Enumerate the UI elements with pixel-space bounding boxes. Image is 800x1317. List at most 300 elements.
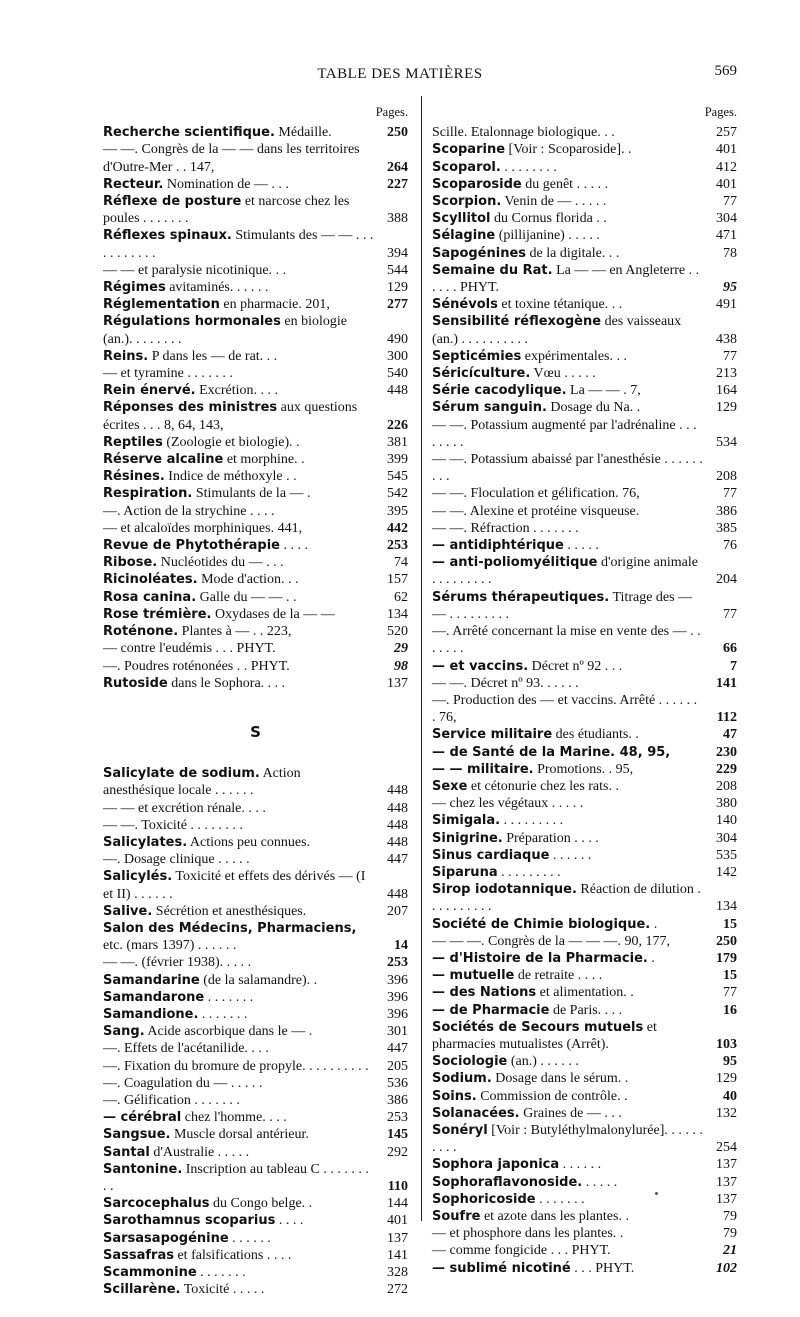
entry-page: 29 xyxy=(394,641,408,657)
entry-text xyxy=(432,778,703,795)
entry-text xyxy=(432,1174,703,1191)
entry-text xyxy=(103,589,374,606)
entry-text xyxy=(432,967,703,984)
index-entry xyxy=(432,141,737,158)
entry-detail: Excrétion. . . . xyxy=(195,383,279,399)
entry-page: 540 xyxy=(387,366,408,382)
entry-page: 179 xyxy=(716,950,737,966)
entry-detail: en pharmacie. 201, xyxy=(219,297,330,313)
entry-heading: Scoparoside xyxy=(432,176,522,192)
entry-text xyxy=(103,834,374,851)
entry-text xyxy=(103,554,374,571)
index-entry xyxy=(103,589,408,606)
index-entry xyxy=(432,313,737,347)
entry-detail: — —. (février 1938). . . . . xyxy=(103,955,252,971)
entry-text xyxy=(103,800,374,817)
entry-heading: Sassafras xyxy=(103,1247,174,1263)
index-entry xyxy=(432,348,737,365)
index-entry xyxy=(432,864,737,881)
entry-page: 401 xyxy=(716,142,737,158)
entry-page: 442 xyxy=(387,520,408,536)
index-entry xyxy=(103,520,408,537)
entry-heading: Simigala. xyxy=(432,813,501,829)
entry-page: 447 xyxy=(387,1041,408,1057)
entry-page: 448 xyxy=(387,783,408,799)
entry-page: 15 xyxy=(723,968,737,984)
entry-detail: Inscription au tableau C . . . . . . . . . xyxy=(103,1161,369,1194)
entry-heading: Recherche scientifique. xyxy=(103,125,275,141)
entry-page: 142 xyxy=(716,864,737,880)
entry-text xyxy=(103,1195,374,1212)
entry-page: 412 xyxy=(716,159,737,175)
entry-page: 264 xyxy=(387,159,408,175)
entry-text xyxy=(432,227,703,244)
index-entry xyxy=(432,1191,737,1208)
entry-detail: —. Effets de l'acétanilide. . . . xyxy=(103,1041,269,1057)
entry-page: 77 xyxy=(723,985,737,1001)
entry-detail: Indice de méthoxyle . . xyxy=(164,469,297,485)
entry-page: 401 xyxy=(387,1213,408,1229)
index-entry xyxy=(103,554,408,571)
entry-detail: d'Australie . . . . . xyxy=(149,1144,250,1160)
entry-heading: — anti-poliomyélitique xyxy=(432,555,598,571)
entry-detail: etc. (mars 1397) . . . . . . xyxy=(103,938,237,954)
entry-page: 79 xyxy=(723,1209,737,1224)
entry-page: 534 xyxy=(716,434,737,450)
entry-page: 213 xyxy=(716,366,737,382)
index-entry xyxy=(432,795,737,812)
entry-detail: — et alcaloïdes morphiniques. 441, xyxy=(103,520,303,536)
entry-detail: —. Coagulation du — . . . . . xyxy=(103,1075,263,1091)
entry-detail: et falsifications . . . . xyxy=(173,1247,292,1263)
index-entry xyxy=(103,765,408,799)
entry-page: 77 xyxy=(723,348,737,364)
index-entry xyxy=(103,124,408,141)
entry-page: 112 xyxy=(716,710,737,726)
entry-text xyxy=(103,1058,374,1075)
entry-page: 254 xyxy=(716,1140,737,1156)
entry-text xyxy=(432,451,703,485)
entry-page: 141 xyxy=(387,1247,408,1263)
entry-text xyxy=(103,1264,374,1281)
index-entry xyxy=(103,1040,408,1057)
entry-text xyxy=(103,520,374,537)
entry-page: 134 xyxy=(387,606,408,622)
entry-detail: aux questions écrites . . . 8, 64, 143, xyxy=(103,400,358,433)
entry-page: 304 xyxy=(716,830,737,846)
entry-page: 396 xyxy=(387,972,408,988)
entry-detail: — — et paralysie nicotinique. . . xyxy=(103,262,287,278)
index-entry xyxy=(432,933,737,950)
entry-text xyxy=(432,554,703,588)
entry-text xyxy=(103,817,374,834)
entry-heading: Sangsue. xyxy=(103,1127,171,1143)
index-entry xyxy=(432,1088,737,1105)
entry-page: 204 xyxy=(716,572,737,588)
entry-detail: [Voir : Scoparoside]. . xyxy=(505,142,632,158)
index-entry xyxy=(432,984,737,1001)
entry-detail: de la digitale. . . xyxy=(526,245,620,261)
entry-page: 137 xyxy=(716,1157,737,1173)
entry-text xyxy=(432,313,703,347)
entry-detail: Titrage des — — . . . . . . . . . xyxy=(432,589,693,622)
entry-heading: Ribose. xyxy=(103,555,158,571)
entry-page: 448 xyxy=(387,800,408,816)
entry-detail: Muscle dorsal antérieur. xyxy=(170,1127,309,1143)
index-entry xyxy=(103,1212,408,1229)
entry-page: 438 xyxy=(716,331,737,347)
entry-page: 137 xyxy=(716,1191,737,1207)
entry-text xyxy=(432,520,703,537)
entry-text xyxy=(432,916,703,933)
entry-heading: Respiration. xyxy=(103,486,193,502)
entry-page: 132 xyxy=(716,1105,737,1121)
entry-text xyxy=(432,589,703,623)
entry-page: 381 xyxy=(387,434,408,450)
index-entry xyxy=(432,1242,737,1259)
entry-text xyxy=(432,1019,703,1053)
index-entry xyxy=(432,1122,737,1156)
entry-text xyxy=(432,348,703,365)
entry-page: 102 xyxy=(716,1260,737,1276)
entry-page: 230 xyxy=(716,744,737,760)
index-entry xyxy=(103,571,408,588)
index-entry xyxy=(432,417,737,451)
entry-detail: — —. Floculation et gélification. 76, xyxy=(432,486,640,502)
index-entry xyxy=(432,262,737,296)
entry-page: 7 xyxy=(730,658,737,674)
entry-heading: Soins. xyxy=(432,1088,477,1104)
index-entry xyxy=(103,296,408,313)
entry-page: 300 xyxy=(387,348,408,364)
index-entry xyxy=(103,434,408,451)
entry-heading: Samandarine xyxy=(103,972,200,988)
entry-heading: Sociétés de Secours mutuels xyxy=(432,1019,644,1035)
index-entry xyxy=(103,503,408,520)
entry-heading: Sérum sanguin. xyxy=(432,400,547,416)
entry-page: 76 xyxy=(723,538,737,554)
entry-detail: — — et excrétion rénale. . . . xyxy=(103,800,266,816)
entry-detail: . xyxy=(650,916,658,932)
index-entry xyxy=(103,800,408,817)
entry-page: 401 xyxy=(716,176,737,192)
entry-detail: P dans les — de rat. . . xyxy=(148,348,278,364)
index-entry xyxy=(103,851,408,868)
index-entry xyxy=(103,675,408,692)
entry-text xyxy=(103,675,374,692)
entry-text xyxy=(103,503,374,520)
entry-text xyxy=(432,365,703,382)
entry-page: 385 xyxy=(716,520,737,536)
entry-page: 62 xyxy=(394,589,408,605)
entry-heading: Septicémies xyxy=(432,348,522,364)
entry-heading: Reptiles xyxy=(103,434,163,450)
index-entry xyxy=(432,176,737,193)
entry-detail: [Voir : Butyléthylmalonylurée]. . . . . . . . . . xyxy=(432,1122,703,1156)
page-number: 569 xyxy=(714,63,737,79)
entry-page: 447 xyxy=(387,852,408,868)
entry-heading: Recteur. xyxy=(103,176,164,192)
entry-page: 15 xyxy=(723,916,737,932)
entry-page: 129 xyxy=(716,400,737,416)
entry-text xyxy=(432,296,703,313)
entry-text xyxy=(103,1092,374,1109)
entry-heading: Reins. xyxy=(103,348,149,364)
index-entry xyxy=(432,744,737,761)
entry-page: 77 xyxy=(723,486,737,502)
index-entry xyxy=(103,868,408,902)
entry-page: 388 xyxy=(387,211,408,227)
entry-detail: Plantes à — . . 223, xyxy=(178,624,292,640)
entry-text xyxy=(103,227,374,261)
index-entry xyxy=(103,954,408,971)
entry-detail: Stimulants de la — . xyxy=(192,486,311,502)
entry-page: 145 xyxy=(387,1127,408,1143)
entry-heading: Société de Chimie biologique. xyxy=(432,916,651,932)
entry-text xyxy=(432,881,703,915)
entry-text xyxy=(103,537,374,554)
entry-text xyxy=(103,382,374,399)
entry-text xyxy=(103,485,374,502)
entry-heading: Sophora japonica xyxy=(432,1157,560,1173)
entry-heading: — antidiphtérique xyxy=(432,538,564,554)
entry-page: 140 xyxy=(716,813,737,829)
entry-text xyxy=(432,692,703,726)
entry-heading: Scoparine xyxy=(432,142,506,158)
entry-detail: . . . . . . . xyxy=(198,1006,248,1022)
entry-heading: Santonine. xyxy=(103,1161,183,1177)
entry-text xyxy=(432,864,703,881)
entry-detail: des étudiants. . xyxy=(552,727,639,743)
entry-heading: Sensibilité réflexogène xyxy=(432,314,602,330)
index-entry xyxy=(432,623,737,657)
entry-page: 137 xyxy=(387,1230,408,1246)
entry-text xyxy=(103,296,374,313)
index-entry xyxy=(432,245,737,262)
entry-detail: . . . . . . xyxy=(559,1157,602,1173)
entry-page: 103 xyxy=(716,1036,737,1052)
index-entry xyxy=(432,812,737,829)
entry-page: 98 xyxy=(394,658,408,674)
entry-detail: Scille. Etalonnage biologique. . . xyxy=(432,125,615,141)
index-entry xyxy=(432,1156,737,1173)
index-entry xyxy=(432,692,737,726)
index-entry xyxy=(432,881,737,915)
index-entry xyxy=(103,227,408,261)
entry-text xyxy=(432,1208,703,1225)
index-entry xyxy=(103,1092,408,1109)
entry-detail: Préparation . . . . xyxy=(502,830,599,846)
entry-heading: Salon des Médecins, Pharmaciens, xyxy=(103,920,357,936)
entry-detail: Nucléotides du — . . . xyxy=(157,555,284,571)
entry-page: 77 xyxy=(723,194,737,210)
entry-page: 16 xyxy=(723,1002,737,1018)
entry-detail: —. Action de la strychine . . . . xyxy=(103,503,275,519)
index-entry xyxy=(432,1053,737,1070)
entry-detail: La — — en Angleterre . . . . . . PHYT. xyxy=(432,262,700,296)
entry-text xyxy=(103,1144,374,1161)
entry-detail: . . . . . . xyxy=(228,1230,271,1246)
entry-detail: —. Gélification . . . . . . . xyxy=(103,1092,240,1108)
entry-page: 536 xyxy=(387,1075,408,1091)
entry-text xyxy=(103,262,374,279)
index-entry xyxy=(432,1174,737,1191)
entry-page: 164 xyxy=(716,383,737,399)
entry-text xyxy=(432,485,703,502)
entry-page: 545 xyxy=(387,469,408,485)
entry-text xyxy=(432,658,703,675)
entry-page: 95 xyxy=(723,1054,737,1070)
index-entry xyxy=(432,830,737,847)
entry-text xyxy=(432,262,703,296)
entry-heading: Réflexe de posture xyxy=(103,194,242,210)
entry-page: 205 xyxy=(387,1058,408,1074)
entry-heading: — d'Histoire de la Pharmacie. xyxy=(432,950,648,966)
entry-text xyxy=(432,1191,703,1208)
entry-text xyxy=(103,640,374,657)
entry-detail: —. Poudres roténonées . . PHYT. xyxy=(103,658,290,674)
entry-page: 227 xyxy=(387,176,408,192)
index-entry xyxy=(103,1230,408,1247)
entry-detail: Venin de — . . . . . xyxy=(501,194,607,210)
entry-heading: Sénévols xyxy=(432,297,498,313)
index-entry xyxy=(432,537,737,554)
entry-page: 380 xyxy=(716,796,737,812)
entry-text xyxy=(432,830,703,847)
index-entry xyxy=(432,916,737,933)
entry-text xyxy=(103,920,374,954)
entries-r xyxy=(103,124,408,692)
entry-heading: Rein énervé. xyxy=(103,383,196,399)
index-entry xyxy=(432,1070,737,1087)
index-entry xyxy=(103,1075,408,1092)
pages-label-right: Pages. xyxy=(704,105,737,119)
entry-detail: et pharmacies mutualistes (Arrêt). xyxy=(432,1019,657,1052)
index-entry xyxy=(103,537,408,554)
entry-page: 396 xyxy=(387,989,408,1005)
entry-page: 141 xyxy=(716,675,737,691)
entry-detail: Oxydases de la — — xyxy=(211,606,335,622)
entries-s-continued xyxy=(432,124,737,1277)
entry-detail: — —. Réfraction . . . . . . . xyxy=(432,520,579,536)
section-letter: S xyxy=(250,722,261,741)
entry-text xyxy=(103,1281,374,1298)
entry-page: 137 xyxy=(716,1174,737,1190)
entry-page: 399 xyxy=(387,452,408,468)
entry-text xyxy=(103,434,374,451)
entry-detail: Acide ascorbique dans le — . xyxy=(144,1024,313,1040)
entry-text xyxy=(103,365,374,382)
index-entry xyxy=(103,176,408,193)
entry-page: 301 xyxy=(387,1024,408,1040)
index-entry xyxy=(103,141,408,175)
entry-page: 14 xyxy=(394,938,408,954)
entry-heading: Régimes xyxy=(103,280,166,296)
entry-page: 129 xyxy=(716,1071,737,1087)
entry-heading: — — militaire. xyxy=(432,761,534,777)
entry-detail: Dosage dans le sérum. . xyxy=(491,1071,629,1087)
entry-page: 40 xyxy=(723,1088,737,1104)
entry-heading: — et vaccins. xyxy=(432,658,529,674)
index-entry xyxy=(103,193,408,227)
index-entry xyxy=(432,589,737,623)
entry-detail: des vaisseaux (an.) . . . . . . . . . . xyxy=(432,314,682,347)
entry-page: 304 xyxy=(716,211,737,227)
index-entry xyxy=(432,382,737,399)
entry-detail: . . . . . . . . . xyxy=(497,864,561,880)
entries-s xyxy=(103,765,408,1298)
entry-detail: expérimentales. . . xyxy=(521,348,627,364)
index-entry xyxy=(432,193,737,210)
entry-text xyxy=(103,1109,374,1126)
index-entry xyxy=(103,1109,408,1126)
entry-text xyxy=(432,176,703,193)
entry-page: 208 xyxy=(716,778,737,794)
entry-detail: — —. Potassium abaissé par l'anesthésie . . . . . . . . . xyxy=(432,452,703,485)
index-entry xyxy=(103,606,408,623)
entry-page: 21 xyxy=(723,1243,737,1259)
entry-detail: La — — . 7, xyxy=(566,383,641,399)
index-entry xyxy=(432,503,737,520)
entry-page: 134 xyxy=(716,899,737,915)
entry-text xyxy=(103,1075,374,1092)
entry-detail: Stimulants des — — . . . . . . . . . . . xyxy=(103,228,374,261)
entry-page: 394 xyxy=(387,245,408,261)
entry-detail: — —. Toxicité . . . . . . . . xyxy=(103,817,243,833)
index-entry xyxy=(103,972,408,989)
entry-detail: Vœu . . . . . xyxy=(530,366,596,382)
entry-detail: —. Production des — et vaccins. Arrêté . . . . . . . 76, xyxy=(432,692,698,726)
entry-detail: — comme fongicide . . . PHYT. xyxy=(432,1243,611,1259)
entry-text xyxy=(103,176,374,193)
entry-text xyxy=(103,989,374,1006)
index-entry xyxy=(432,554,737,588)
index-entry xyxy=(103,348,408,365)
entry-page: 95 xyxy=(723,280,737,296)
entry-page: 66 xyxy=(723,641,737,657)
index-entry xyxy=(103,1195,408,1212)
entry-text xyxy=(432,399,703,416)
entry-page: 544 xyxy=(387,262,408,278)
entry-detail: . . . . . . . xyxy=(535,1191,585,1207)
entry-text xyxy=(103,765,374,799)
index-entry xyxy=(432,451,737,485)
entry-text xyxy=(432,245,703,262)
entry-page: 77 xyxy=(723,606,737,622)
entry-detail: . . . . . . xyxy=(549,847,592,863)
entry-heading: — cérébral xyxy=(103,1110,182,1126)
entry-heading: — mutuelle xyxy=(432,968,515,984)
entry-detail: — contre l'eudémis . . . PHYT. xyxy=(103,641,276,657)
entry-detail: Médaille. xyxy=(274,125,332,141)
entry-text xyxy=(103,1230,374,1247)
entry-page: 78 xyxy=(723,245,737,261)
entry-page: 448 xyxy=(387,886,408,902)
index-entry xyxy=(103,1006,408,1023)
entry-heading: Salicylés. xyxy=(103,869,173,885)
entry-heading: Réglementation xyxy=(103,297,220,313)
entry-heading: Sodium. xyxy=(432,1071,492,1087)
entry-heading: Sophoraflavonoside. xyxy=(432,1174,583,1190)
entry-page: 137 xyxy=(387,675,408,691)
entry-detail: et toxine tétanique. . . xyxy=(497,297,623,313)
entry-text xyxy=(103,1040,374,1057)
entry-heading: Sophoricoside xyxy=(432,1191,536,1207)
index-entry xyxy=(432,210,737,227)
entry-heading: Sinus cardiaque xyxy=(432,847,550,863)
entry-page: 448 xyxy=(387,834,408,850)
entry-heading: Revue de Phytothérapie xyxy=(103,538,280,554)
